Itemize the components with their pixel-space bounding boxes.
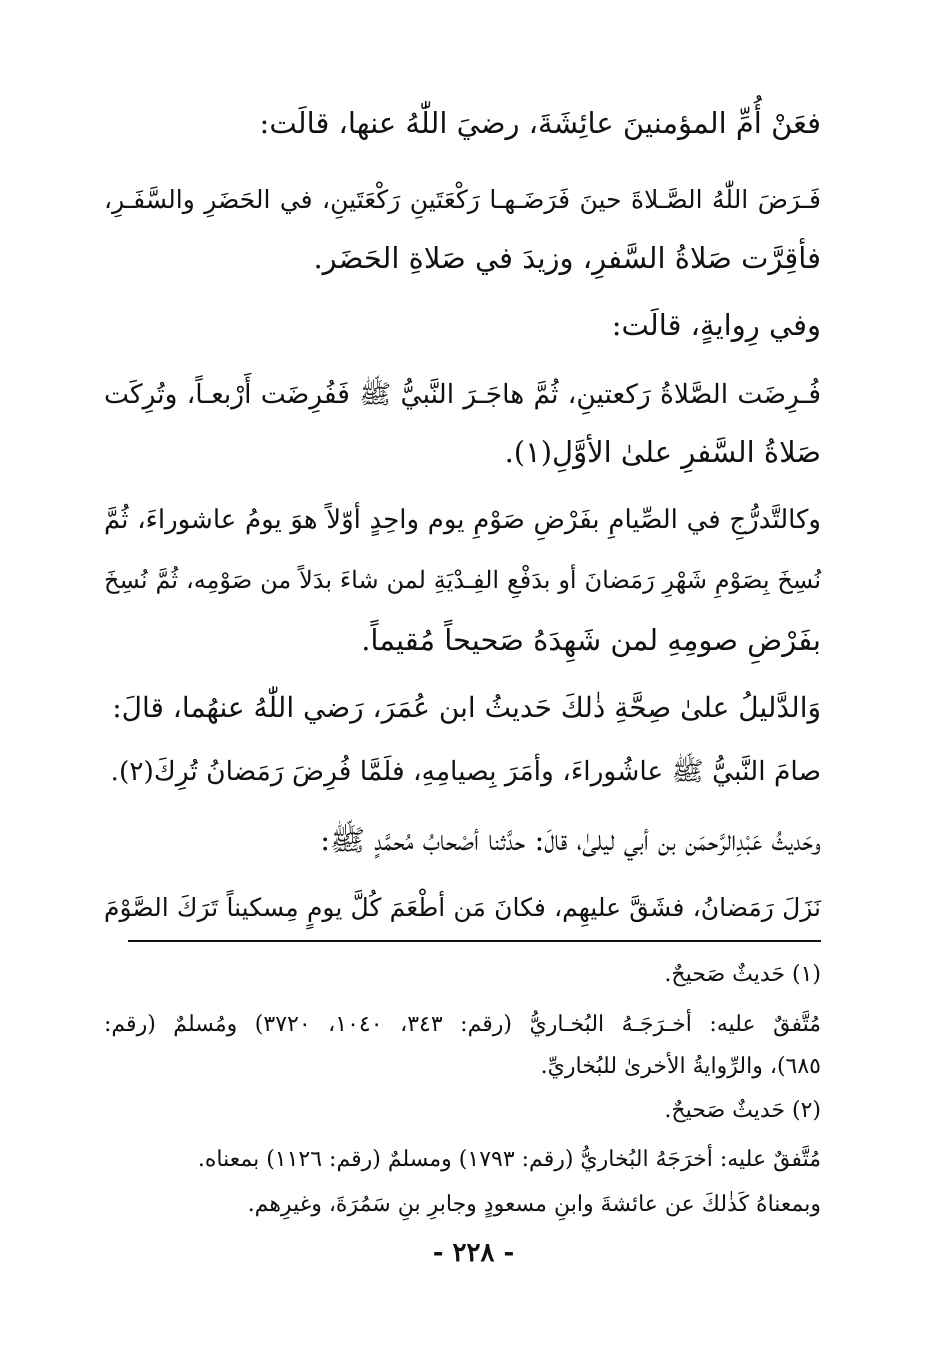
footnote-line: وبمعناهُ كَذٰلكَ عن عائشةَ وابنِ مسعودٍ وجابرِ بنِ سَمُرَةَ، وغيرِهم.: [247, 1192, 821, 1217]
body-line: فَـرَضَ اللّٰهُ الصَّـلاةَ حينَ فَرَضَـهـا رَكْعَتَينِ رَكْعَتَينِ، في الحَضَرِ والسَّفَـرِ،: [104, 185, 821, 214]
footnote-divider: [128, 940, 821, 942]
body-line: نُسِخَ بِصَوْمِ شَهْرِ رَمَضانَ أو بدَفْعِ الفِـدْيَةِ لمن شاءَ بدَلاً من صَوْمِه، ثُمَّ نُسِخَ: [104, 566, 821, 594]
footnote-line: مُتَّفقٌ عليه: أخـرَجَـهُ البُخـاريُّ (رقم: ٣٤٣، ١٠٤٠، ٣٧٢٠) ومُسلمٌ (رقم:: [104, 1012, 822, 1037]
body-line: وَالدَّليلُ علىٰ صِحَّةِ ذٰلكَ حَديثُ ابن عُمَرَ، رَضي اللّٰهُ عنهُما، قالَ:: [112, 691, 821, 724]
body-line: صَلاةُ السَّفرِ علىٰ الأوَّلِ(١).: [504, 435, 821, 469]
body-line: بفَرْضِ صومِهِ لمن شَهِدَهُ صَحيحاً مُقيماً.: [361, 623, 821, 657]
body-line: صامَ النَّبيُّ ﷺ عاشُوراءَ، وأمَرَ بِصيامِهِ، فلَمَّا فُرِضَ رَمَضانُ تُرِكَ(٢).: [110, 756, 821, 787]
body-line: وفي رِوايةٍ، قالَت:: [611, 308, 821, 342]
body-line: وكالتَّدرُّجِ في الصِّيامِ بفَرْضِ صَوْمِ يوم واحِدٍ أوّلاً هوَ يومُ عاشوراءَ، ثُمَّ: [104, 505, 821, 535]
body-line: فُـرِضَت الصَّلاةُ رَكعتينِ، ثُمَّ هاجَـرَ النَّبيُّ ﷺ فَفُرِضَت أَرْبعـاً، وتُرِكَت: [104, 379, 821, 410]
footnote-line: (١) حَديثٌ صَحيحٌ.: [664, 962, 821, 987]
body-line: فأقِرَّت صَلاةُ السَّفرِ، وزيدَ في صَلاةِ الحَضَر.: [313, 241, 821, 275]
body-line: فعَنْ أُمِّ المؤمنينَ عائِشَةَ، رضيَ اللّٰهُ عنها، قالَت:: [259, 106, 821, 140]
footnote-line: ٦٨٥)، والرِّوايةُ الأخرىٰ للبُخاريِّ.: [540, 1054, 821, 1079]
body-line: وحَديثُ عَبْدِالرَّحمَن بن أبي ليلىٰ، قالَ: حدَّثنا أصْحابُ مُحمَّدٍ ﷺ:: [320, 823, 821, 857]
footnote-line: (٢) حَديثٌ صَحيحٌ.: [664, 1098, 821, 1123]
footnote-line: مُتَّفقٌ عليه: أخرَجَهُ البُخاريُّ (رقم: ١٧٩٣) ومسلمٌ (رقم: ١١٢٦) بمعناه.: [197, 1147, 821, 1172]
body-line: نَزَلَ رَمَضانُ، فشَقَّ عليهِم، فكانَ مَن أطْعَمَ كُلَّ يومٍ مِسكيناً تَرَكَ الصَّوْمَ: [104, 893, 821, 922]
page-number: - ٢٢٨ -: [432, 1238, 515, 1268]
